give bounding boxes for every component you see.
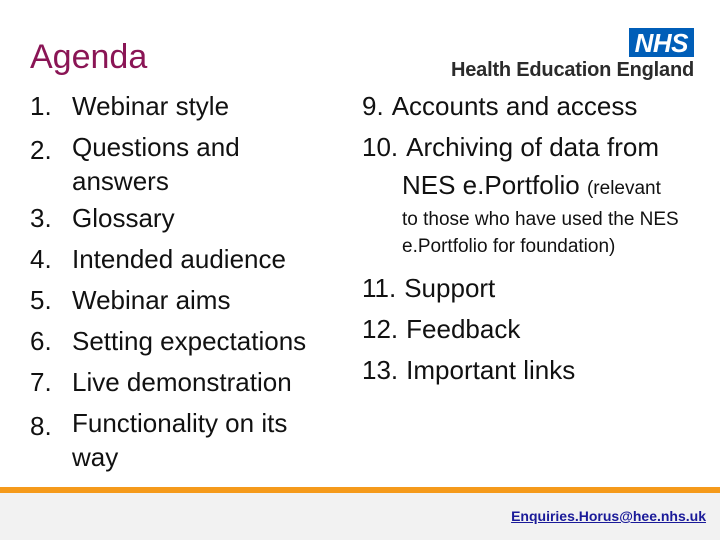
hee-logo (451, 28, 694, 82)
agenda-item-text: Webinar aims (72, 285, 231, 315)
agenda-item (30, 198, 350, 239)
agenda-item (362, 309, 702, 350)
agenda-item (30, 280, 350, 321)
organisation-name: Health Education England (451, 59, 694, 81)
slide-title: Agenda (30, 38, 148, 76)
agenda-item (362, 86, 702, 127)
agenda-item-continuation (362, 168, 702, 206)
agenda-item-number: 3. (30, 203, 52, 233)
agenda-list-right (362, 86, 702, 391)
agenda-list-left (30, 86, 350, 474)
agenda-item-number: 1. (30, 91, 52, 121)
agenda-item-text: Intended audience (72, 244, 286, 274)
agenda-item-text: Feedback (406, 314, 521, 344)
agenda-item-small-text: (relevant (586, 178, 661, 199)
agenda-item (30, 406, 350, 474)
agenda-item-text: Webinar style (72, 91, 230, 121)
nhs-logo-badge: NHS (629, 28, 694, 57)
agenda-item (362, 127, 702, 260)
agenda-item-continuation-text: NES e.Portfolio (402, 170, 580, 200)
agenda-item-number: 9. (362, 91, 384, 121)
agenda-item-text: Accounts and access (391, 91, 638, 121)
agenda-item (30, 130, 350, 198)
agenda-item-number: 12. (362, 314, 399, 344)
agenda-item-text: Setting expectations (72, 326, 307, 356)
agenda-item-number: 2. (30, 135, 52, 165)
agenda-item-text: Important links (406, 355, 576, 385)
agenda-item-text: Functionality on its way (72, 408, 288, 472)
agenda-item (30, 362, 350, 403)
agenda-item-note: to those who have used the NES e.Portfolio for foundation) (402, 209, 679, 257)
agenda-item-text: Live demonstration (72, 367, 292, 397)
agenda-item (362, 268, 702, 309)
agenda-item-number: 6. (30, 326, 52, 356)
contact-email-link[interactable]: Enquiries.Horus@hee.nhs.uk (511, 508, 706, 524)
agenda-item-number: 8. (30, 411, 52, 441)
agenda-item-number: 5. (30, 285, 52, 315)
agenda-item-number: 13. (362, 355, 399, 385)
agenda-item (362, 350, 702, 391)
agenda-item-text: Glossary (72, 203, 175, 233)
agenda-item-number: 10. (362, 132, 399, 162)
agenda-item-number: 4. (30, 244, 52, 274)
agenda-item-text: Questions and answers (72, 132, 240, 196)
agenda-item-number: 7. (30, 367, 52, 397)
agenda-item (30, 239, 350, 280)
agenda-item (30, 86, 350, 127)
agenda-item-text: Support (404, 273, 496, 303)
agenda-item-number: 11. (362, 273, 397, 303)
agenda-item (30, 321, 350, 362)
agenda-item-text: Archiving of data from (406, 132, 660, 162)
